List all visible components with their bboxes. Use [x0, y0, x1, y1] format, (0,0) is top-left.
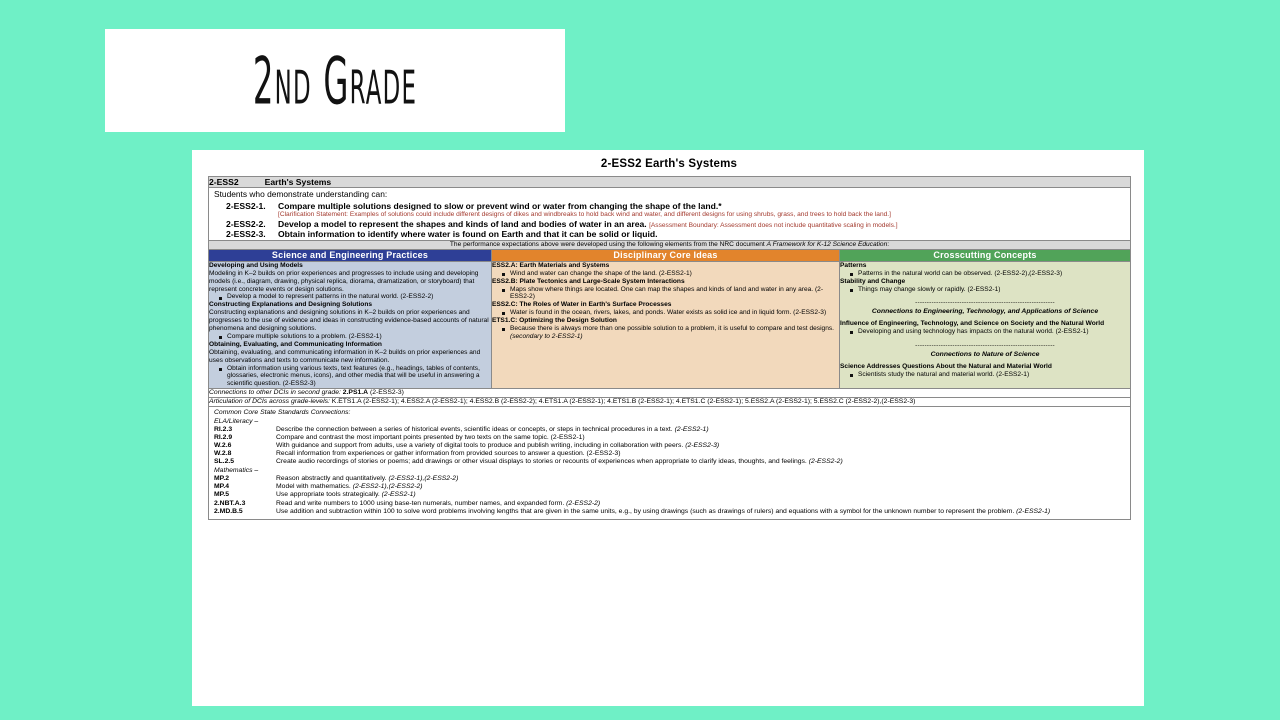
pe-code: 2-ESS2-3.	[226, 229, 266, 240]
standard-code: MP.4	[214, 483, 229, 491]
standard-ref: (2-ESS2-1)	[381, 491, 416, 499]
pe-clarification: [Assessment Boundary: Assessment does not include quantitative scaling in models.]	[649, 221, 898, 229]
section-title: ESS2.A: Earth Materials and Systems	[492, 261, 610, 269]
section-title: ESS2.B: Plate Tectonics and Large-Scale System Interactions	[492, 277, 685, 285]
list-item	[209, 442, 1130, 450]
list-item	[209, 426, 1130, 434]
column-header-science-engineering-practices: Science and Engineering Practices	[209, 250, 492, 262]
section-title: Constructing Explanations and Designing Solutions	[209, 301, 373, 309]
list-item	[502, 325, 839, 341]
document-title: 2-ESS2 Earth's Systems	[600, 158, 738, 170]
standard-ref: (2-ESS2-1),(2-ESS2-2)	[388, 475, 459, 483]
table-row	[209, 261, 1131, 389]
list-item	[214, 229, 1125, 239]
standard-code: 2.MD.B.5	[214, 507, 243, 515]
standards-table	[208, 176, 1131, 520]
divider-dashed: ------------------------------------------------------------	[915, 342, 1055, 350]
section-title: ETS1.C: Optimizing the Design Solution	[492, 317, 617, 325]
section-paragraph: Obtaining, evaluating, and communicating information in K–2 builds on prior experiences and uses observations and texts to communicate new information.	[209, 348, 481, 364]
nrc-note-end: :	[887, 241, 890, 249]
articulation-value: K.ETS1.A (2-ESS2-1); 4.ESS2.A (2-ESS2-1); 4.ESS2.B (2-ESS2-2); 4.ETS1.A (2-ESS2-1); 4.ETS1.B (2-ESS2-1); 4.ETS1.C (2-ESS2-1); 5.ESS2.A (2-ESS2-1); 5.ESS2.C (2-ESS2-2),(2-ESS2-3)	[331, 398, 916, 406]
list-item: Developing and using technology has impacts on the natural world. (2-ESS2-1)	[850, 328, 1130, 336]
standard-code: MP.2	[214, 475, 229, 483]
table-row	[209, 250, 1131, 262]
list-item	[209, 483, 1130, 491]
standard-code: W.2.6	[214, 442, 232, 450]
connections-heading: Connections to Engineering, Technology, and Applications of Science	[871, 308, 1099, 316]
table-row	[209, 389, 1131, 398]
band-code-cell	[209, 176, 1131, 187]
list-item	[209, 491, 1130, 499]
ccss-cell	[209, 407, 1131, 519]
nrc-note-text: The performance expectations above were developed using the following elements from the NRC document	[449, 241, 767, 249]
section-paragraph: Constructing explanations and designing solutions in K–2 builds on prior experiences and progresses to the use of evidence and ideas in constructing evidence-based accounts of natural phenomena and designing solutions.	[209, 309, 489, 333]
band-name: Earth's Systems	[264, 176, 332, 187]
list-item	[209, 500, 1130, 508]
list-item: Develop a model to represent patterns in the natural world. (2-ESS2-2)	[219, 293, 491, 301]
standard-ref: (2-ESS2-3)	[586, 450, 621, 458]
connections-other-dcis-value: 2.PS1.A	[342, 389, 369, 397]
section-title: Developing and Using Models	[209, 261, 303, 269]
standard-text: Use appropriate tools strategically.	[276, 491, 380, 499]
standard-text: Use addition and subtraction within 100 to solve word problems involving lengths that are given in the same units, e.g., by using drawings (such as drawings of rulers) and equations with a symbol for the unknown number to represent the problem.	[276, 507, 1015, 515]
standards-document-sheet	[192, 150, 1144, 706]
standard-text: With guidance and support from adults, use a variety of digital tools to produce and publish writing, including in collaboration with peers.	[276, 442, 684, 450]
articulation-label: Articulation of DCIs across grade-levels:	[209, 398, 330, 406]
list-item: Things may change slowly or rapidly. (2-ESS2-1)	[850, 286, 1130, 294]
column-header-disciplinary-core-ideas: Disciplinary Core Ideas	[492, 250, 840, 262]
standard-ref: (2-ESS2-3)	[685, 442, 720, 450]
standard-ref: (2-ESS2-1)	[550, 434, 585, 442]
table-row	[209, 398, 1131, 407]
column-header-crosscutting-concepts: Crosscutting Concepts	[840, 250, 1131, 262]
section-title: Patterns	[840, 261, 867, 269]
pe-statement: Compare multiple solutions designed to slow or prevent wind or water from changing the shape of the land.*	[278, 200, 722, 211]
pe-statement: Obtain information to identify where water is found on Earth and that it can be solid or liquid.	[278, 229, 658, 240]
nrc-note-doc: A Framework for K-12 Science Education	[766, 241, 888, 249]
column-body-science-engineering-practices	[209, 261, 492, 389]
title-card	[105, 29, 565, 132]
connections-other-dcis-label: Connections to other DCIs in second grade:	[209, 389, 341, 397]
standard-ref: (2-ESS2-1)	[674, 426, 709, 434]
articulation-cell	[209, 398, 1131, 407]
list-item: Obtain information using various texts, text features (e.g., headings, tables of contents, glossaries, electronic menus, icons), and other media that will be useful in answering a scientific question. (2-ESS2-3)	[219, 365, 491, 389]
standard-code: MP.5	[214, 491, 229, 499]
standard-text: Read and write numbers to 1000 using base-ten numerals, number names, and expanded form.	[276, 499, 565, 507]
list-item	[209, 434, 1130, 442]
standard-text: Reason abstractly and quantitatively.	[276, 475, 387, 483]
standard-code: W.2.8	[214, 450, 232, 458]
page-title: 2nd Grade	[252, 42, 418, 119]
list-item	[209, 475, 1130, 483]
connections-heading: Connections to Nature of Science	[930, 350, 1040, 358]
list-item: Wind and water can change the shape of the land. (2-ESS2-1)	[502, 270, 839, 278]
standards-document	[208, 158, 1130, 520]
table-row	[209, 187, 1131, 241]
list-item	[214, 201, 1125, 219]
standard-ref: (2-ESS2-2)	[566, 499, 601, 507]
table-row	[209, 407, 1131, 519]
standard-ref: (2-ESS2-2)	[808, 458, 843, 466]
list-item	[209, 458, 1130, 466]
standard-text: Create audio recordings of stories or poems; add drawings or other visual displays to stories or recounts of experiences when appropriate to clarify ideas, thoughts, and feelings.	[276, 458, 807, 466]
pe-code: 2-ESS2-2.	[226, 218, 266, 229]
standard-code: 2.NBT.A.3	[214, 499, 246, 507]
list-item: Compare multiple solutions to a problem. (2-ESS2-1)	[219, 333, 491, 341]
list-item	[209, 508, 1130, 519]
standard-ref: (2-ESS2-1)	[1016, 507, 1051, 515]
band-code: 2-ESS2	[209, 176, 239, 187]
list-item-text: Because there is always more than one possible solution to a problem, it is useful to compare and test designs.	[510, 325, 835, 333]
pe-statement: Develop a model to represent the shapes and kinds of land and bodies of water in an area.	[278, 218, 647, 229]
pe-code: 2-ESS2-1.	[226, 200, 266, 211]
standard-code: RI.2.9	[214, 434, 233, 442]
table-row	[209, 176, 1131, 187]
section-title: Influence of Engineering, Technology, and Science on Society and the Natural World	[840, 320, 1105, 328]
standard-code: RI.2.3	[214, 426, 233, 434]
table-row	[209, 241, 1131, 250]
divider-dashed: ------------------------------------------------------------	[915, 299, 1055, 307]
ela-label: ELA/Literacy –	[214, 418, 259, 426]
math-label: Mathematics –	[214, 467, 259, 475]
standard-text: Recall information from experiences or gather information from provided sources to answer a question.	[276, 450, 585, 458]
column-body-disciplinary-core-ideas	[492, 261, 840, 389]
connections-other-dcis-ref: (2-ESS2-3)	[369, 389, 404, 397]
section-title: Obtaining, Evaluating, and Communicating Information	[209, 340, 382, 348]
standard-text: Describe the connection between a series of historical events, scientific ideas or concepts, or steps in technical procedures in a text.	[276, 426, 673, 434]
pe-intro: Students who demonstrate understanding can:	[214, 188, 388, 199]
list-item	[209, 450, 1130, 458]
column-body-crosscutting-concepts	[840, 261, 1131, 389]
standard-text: Model with mathematics.	[276, 483, 351, 491]
list-item: Maps show where things are located. One can map the shapes and kinds of land and water in any area. (2-ESS2-2)	[502, 286, 839, 302]
nrc-note-cell	[209, 241, 1131, 250]
list-item	[214, 219, 1125, 230]
secondary-ref: (secondary to 2-ESS2-1)	[510, 332, 583, 340]
section-title: ESS2.C: The Roles of Water in Earth's Surface Processes	[492, 301, 672, 309]
standard-code: SL.2.5	[214, 458, 235, 466]
performance-expectations-cell	[209, 187, 1131, 241]
standard-text: Compare and contrast the most important points presented by two texts on the same topic.	[276, 434, 549, 442]
pe-clarification: [Clarification Statement: Examples of solutions could include different designs of dikes and windbreaks to hold back wind and water, and different designs for using shrubs, grass, and trees to hold back the land.]	[278, 210, 891, 218]
section-title: Science Addresses Questions About the Natural and Material World	[840, 362, 1052, 370]
section-paragraph: Modeling in K–2 builds on prior experiences and progresses to include using and developing models (i.e., diagram, drawing, physical replica, diorama, dramatization, or storyboard) that represent concrete events or design solutions.	[209, 269, 479, 293]
ccss-header: Common Core State Standards Connections:	[214, 409, 351, 417]
list-item: Patterns in the natural world can be observed. (2-ESS2-2),(2-ESS2-3)	[850, 270, 1130, 278]
list-item: Water is found in the ocean, rivers, lakes, and ponds. Water exists as solid ice and in liquid form. (2-ESS2-3)	[502, 309, 839, 317]
connections-other-dcis-cell	[209, 389, 1131, 398]
standard-ref: (2-ESS2-1),(2-ESS2-2)	[352, 483, 423, 491]
section-title: Stability and Change	[840, 277, 906, 285]
list-item: Scientists study the natural and material world. (2-ESS2-1)	[850, 371, 1130, 379]
